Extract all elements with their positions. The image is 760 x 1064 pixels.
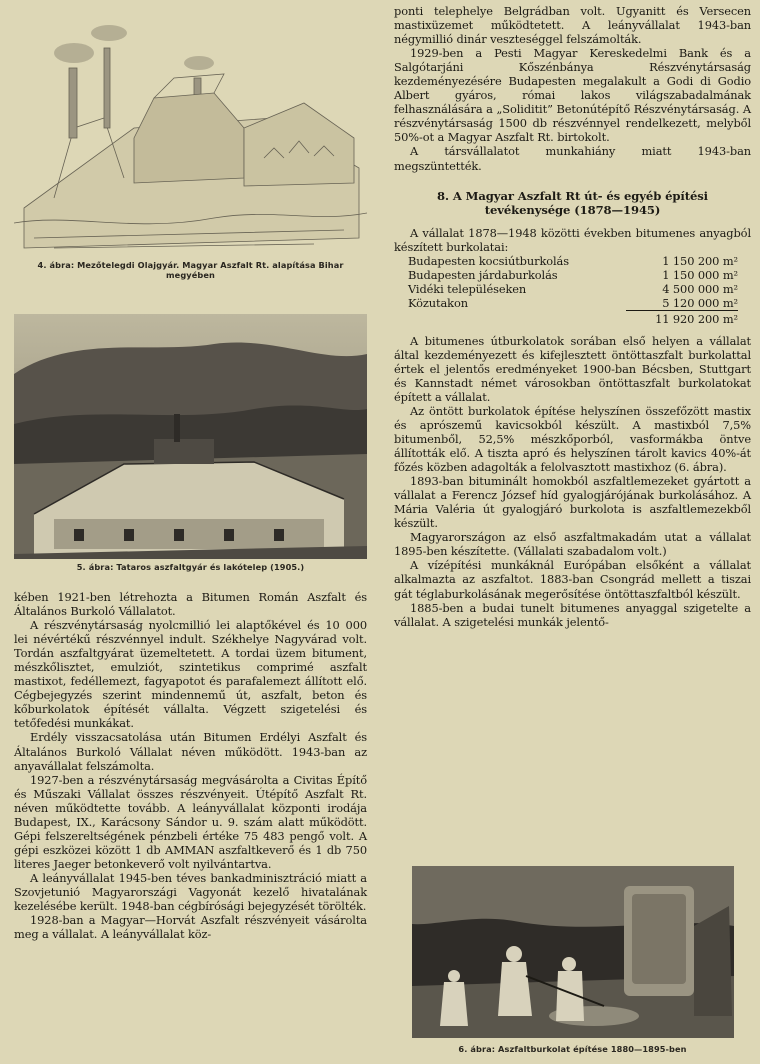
right-body-text-top [394,4,751,629]
paragraph: kében 1921-ben létrehozta a Bitumen Román Aszfalt és Általános Burkoló Vállalatot. [14,590,367,619]
paragraph: Magyarországon az első aszfaltmakadám utat a vállalat 1895-ben készítette. (Vállalati szabadalom volt.) [394,530,751,559]
table-row-value: 4 500 000 m² [662,281,738,296]
table-row-label: Közutakon [408,295,468,310]
oil-factory-illustration [14,8,367,258]
table-row-label: Budapesten járdaburkolás [408,267,558,282]
table-row-label: Budapesten kocsiútburkolás [408,253,569,268]
asphalt-paving-photo [394,866,751,1038]
table-total-value: 11 920 200 m² [655,311,738,326]
tataros-factory-photo [14,314,367,559]
paragraph: Az öntött burkolatok építése helyszínen összefőzött mastix és aprószemű kavicsokból készült. A mastixból 7,5% bitumenből, 52,5% mészkőporból, vasformákba öntve állították elő. A tiszta apró és helyszínen tárolt kavics 40%-át főzés közben adagolták a felolvasztott mastixhoz (6. ábra). [394,403,751,475]
table-row [408,268,738,282]
table-row-value: 1 150 000 m² [662,267,738,282]
table-total-row [408,310,738,326]
table-intro: A vállalat 1878—1948 közötti években bitumenes anyagból készített burkolatai: [394,225,751,254]
paragraph: A részvénytársaság nyolcmillió lei alaptőkével és 10 000 lei névértékű részvénnyel indult. Székhelye Nagyvárad volt. Tordán aszfaltgyárat üzemeltetett. A tordai üzem bitument, mészkőlisztet, emulziót, szintetikus comprimé aszfalt mastixot, fedéllemezt, fagyapotot és parafalemezt állított elő. Cégbejegyzés szerint mindennemű út, aszfalt, beton és kőburkolatok építését vállalta. Végzett szigetelési és tetőfedési munkákat. [14,618,367,731]
figure-4 [14,8,367,280]
pavement-table [408,254,738,326]
table-row-value: 1 150 200 m² [662,253,738,268]
figure-6-caption: 6. ábra: Aszfaltburkolat építése 1880—1895-ben [458,1044,687,1054]
paragraph: 1885-ben a budai tunelt bitumenes anyaggal szigetelte a vállalat. A szigetelési munkák jelentő- [394,600,751,629]
table-row [408,296,738,311]
figure-5 [14,314,367,572]
figure-5-caption: 5. ábra: Tataros aszfaltgyár és lakótelep (1905.) [76,562,305,572]
paragraph: A leányvállalat 1945-ben téves bankadminisztráció miatt a Szovjetunió Magyarországi Vagyonát kezelő hivatalának kezelésébe került. 1948-ban cégbírósági bejegyzését törölték. [14,870,367,914]
paragraph: A társvállalatot munkahiány miatt 1943-ban megszüntették. [394,144,751,173]
paragraph: 1928-ban a Magyar—Horvát Aszfalt részvényeit vásárolta meg a vállalat. A leányvállalat köz- [14,913,367,942]
figure-6 [394,866,751,1054]
paragraph: A bitumenes útburkolatok sorában első helyen a vállalat által kezdeményezett és kifejlesztett öntöttaszfalt burkolattal értek el jelentős eredményeket 1900-ban Bécsben, Stuttgart és Kannstadt német városokban öntöttaszfalt burkolatokat épített a vállalat. [394,333,751,404]
paragraph: A vízépítési munkáknál Európában elsőként a vállalat alkalmazta az aszfaltot. 1883-ban Csongrád mellett a tiszai gát téglaburkolásának megerősítése öntöttaszfaltból készült. [394,558,751,601]
paragraph: Erdély visszacsatolása után Bitumen Erdélyi Aszfalt és Általános Burkoló Vállalat néven működött. 1943-ban az anyavállalat felszámolta. [14,730,367,773]
paragraph: 1927-ben a részvénytársaság megvásárolta a Civitas Építő és Műszaki Vállalat összes részvényeit. Útépítő Aszfalt Rt. néven működtette tovább. A leányvállalat központi irodája Budapest, IX., Karácsony Sándor u. 9. szám alatt működött. Gépi felszereltségének pénzbeli értéke 75 483 pengő volt. A gépi eszközei között 1 db AMMAN aszfaltkeverő és 1 db 750 literes Jaeger betonkeverő volt nyilvántartva. [14,772,367,871]
figure-4-caption: 4. ábra: Mezőtelegdi Olajgyár. Magyar Aszfalt Rt. alapítása Bihar megyében [37,260,344,280]
section-heading: 8. A Magyar Aszfalt Rt út- és egyéb építési tevékenysége (1878—1945) [436,188,708,217]
paragraph: ponti telephelye Belgrádban volt. Ugyanitt és Versecen mastixüzemet működtetett. A leányvállalat 1943-ban négymillió dinár veszteséggel felszámolták. [394,4,751,47]
paragraph: 1929-ben a Pesti Magyar Kereskedelmi Bank és a Salgótarjáni Kőszénbánya Részvénytársaság kezdeményezésére Budapesten megalakult a Godi di Godio Albert gyáros, római lakos világszabadalmának felhasználására a „Soliditit” Betonútépítő Részvénytársaság. A részvénytársaság 1500 db részvénnyel rendelkezett, melyből 50%-ot a Magyar Aszfalt Rt. birtokolt. [394,46,751,145]
table-row-label: Vidéki településeken [408,281,527,296]
table-row [408,254,738,268]
paragraph: 1893-ban bituminált homokból aszfaltlemezeket gyártott a vállalat a Ferencz József híd gyalogjárójának burkolásához. A Mária Valéria út gyalogjáró burkolota is aszfaltlemezekből készült. [394,474,751,531]
left-body-text [14,590,367,941]
table-row [408,282,738,296]
table-row-value: 5 120 000 m² [626,296,738,311]
